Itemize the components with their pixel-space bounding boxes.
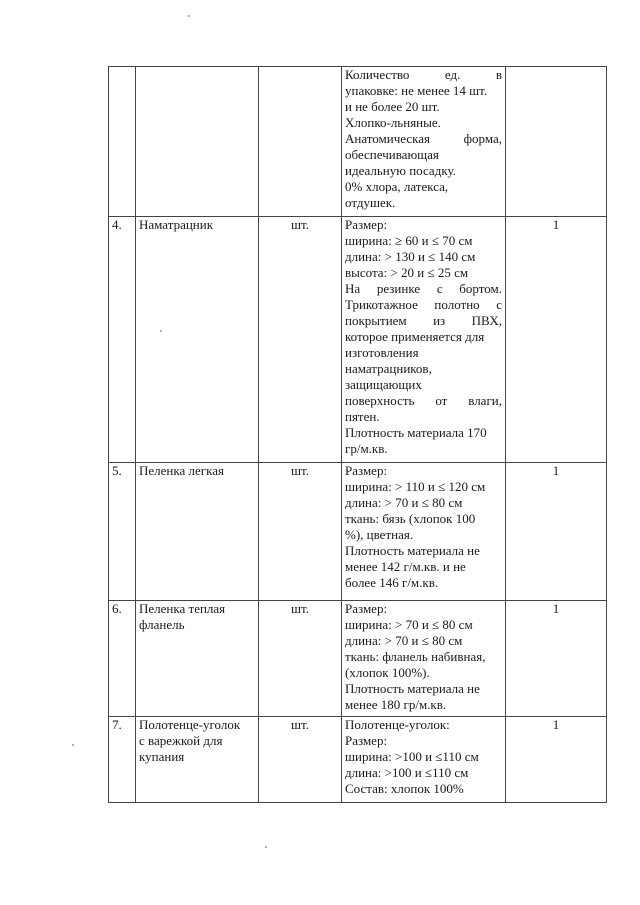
row-number: 5.: [109, 463, 136, 601]
description-line: упаковке: не менее 14 шт.: [345, 83, 488, 98]
item-quantity: 1: [506, 217, 607, 463]
table-body: [109, 67, 607, 803]
description-line: поверхность от влаги,: [345, 393, 502, 408]
description-line: %), цветная.: [345, 527, 414, 542]
row-number: 7.: [109, 717, 136, 803]
table-row: [109, 217, 607, 463]
description-line: пятен.: [345, 409, 380, 424]
description-line: длина: > 70 и ≤ 80 см: [345, 633, 463, 648]
description-line: наматрацников,: [345, 361, 432, 376]
item-name: [136, 217, 259, 463]
description-line: менее 142 г/м.кв. и не: [345, 559, 466, 574]
item-quantity: [506, 67, 607, 217]
row-number: [109, 67, 136, 217]
item-unit: шт.: [259, 601, 342, 717]
scan-speck: [265, 846, 267, 848]
item-name-line: с варежкой для: [139, 733, 223, 748]
description-line: Плотность материала не: [345, 543, 480, 558]
description-line: менее 180 гр/м.кв.: [345, 697, 447, 712]
description-line: изготовления: [345, 345, 419, 360]
description-line: которое применяется для: [345, 329, 485, 344]
table-row: [109, 717, 607, 803]
table-row: [109, 463, 607, 601]
item-unit: шт.: [259, 717, 342, 803]
item-name-line: Пеленка легкая: [139, 463, 224, 478]
scan-speck: [72, 744, 74, 746]
description-line: длина: > 130 и ≤ 140 см: [345, 249, 476, 264]
description-line: и не более 20 шт.: [345, 99, 440, 114]
row-number: 4.: [109, 217, 136, 463]
scan-speck: [188, 15, 190, 17]
description-line: ширина: > 110 и ≤ 120 см: [345, 479, 486, 494]
item-name-line: фланель: [139, 617, 185, 632]
item-description: [342, 217, 506, 463]
description-line: Состав: хлопок 100%: [345, 781, 464, 796]
item-quantity: 1: [506, 717, 607, 803]
description-line: На резинке с бортом.: [345, 281, 502, 296]
item-unit: шт.: [259, 217, 342, 463]
description-line: ширина: >100 и ≤110 см: [345, 749, 479, 764]
item-quantity: 1: [506, 601, 607, 717]
specification-table: [108, 66, 607, 803]
description-line: (хлопок 100%).: [345, 665, 430, 680]
item-unit: [259, 67, 342, 217]
description-line: обеспечивающая: [345, 147, 439, 162]
description-line: отдушек.: [345, 195, 396, 210]
item-name: [136, 67, 259, 217]
description-line: Размер:: [345, 217, 388, 232]
description-line: ширина: > 70 и ≤ 80 см: [345, 617, 473, 632]
description-line: Анатомическая форма,: [345, 131, 502, 146]
description-line: Размер:: [345, 601, 388, 616]
item-description: [342, 717, 506, 803]
description-line: длина: > 70 и ≤ 80 см: [345, 495, 463, 510]
item-description: [342, 67, 506, 217]
scan-speck: [160, 330, 162, 332]
description-line: Размер:: [345, 463, 388, 478]
description-line: Плотность материала 170: [345, 425, 487, 440]
description-line: идеальную посадку.: [345, 163, 456, 178]
description-line: 0% хлора, латекса,: [345, 179, 449, 194]
item-unit: шт.: [259, 463, 342, 601]
description-line: высота: > 20 и ≤ 25 см: [345, 265, 469, 280]
description-line: покрытием из ПВХ,: [345, 313, 502, 328]
item-name-line: Полотенце-уголок: [139, 717, 241, 732]
description-line: Полотенце-уголок:: [345, 717, 450, 732]
item-name-line: Наматрацник: [139, 217, 214, 232]
description-line: более 146 г/м.кв.: [345, 575, 439, 590]
item-description: [342, 463, 506, 601]
item-name-line: купания: [139, 749, 185, 764]
item-name: [136, 463, 259, 601]
description-line: ширина: ≥ 60 и ≤ 70 см: [345, 233, 473, 248]
description-line: ткань: фланель набивная,: [345, 649, 486, 664]
item-name: [136, 717, 259, 803]
description-line: Плотность материала не: [345, 681, 480, 696]
description-line: защищающих: [345, 377, 422, 392]
table-row: [109, 67, 607, 217]
description-line: ткань: бязь (хлопок 100: [345, 511, 476, 526]
item-description: [342, 601, 506, 717]
item-name-line: Пеленка теплая: [139, 601, 226, 616]
description-line: Хлопко-льняные.: [345, 115, 441, 130]
description-line: длина: >100 и ≤110 см: [345, 765, 469, 780]
item-name: [136, 601, 259, 717]
row-number: 6.: [109, 601, 136, 717]
description-line: Количество ед. в: [345, 67, 502, 82]
description-line: Трикотажное полотно с: [345, 297, 502, 312]
description-line: Размер:: [345, 733, 388, 748]
description-line: гр/м.кв.: [345, 441, 388, 456]
table-row: [109, 601, 607, 717]
item-quantity: 1: [506, 463, 607, 601]
